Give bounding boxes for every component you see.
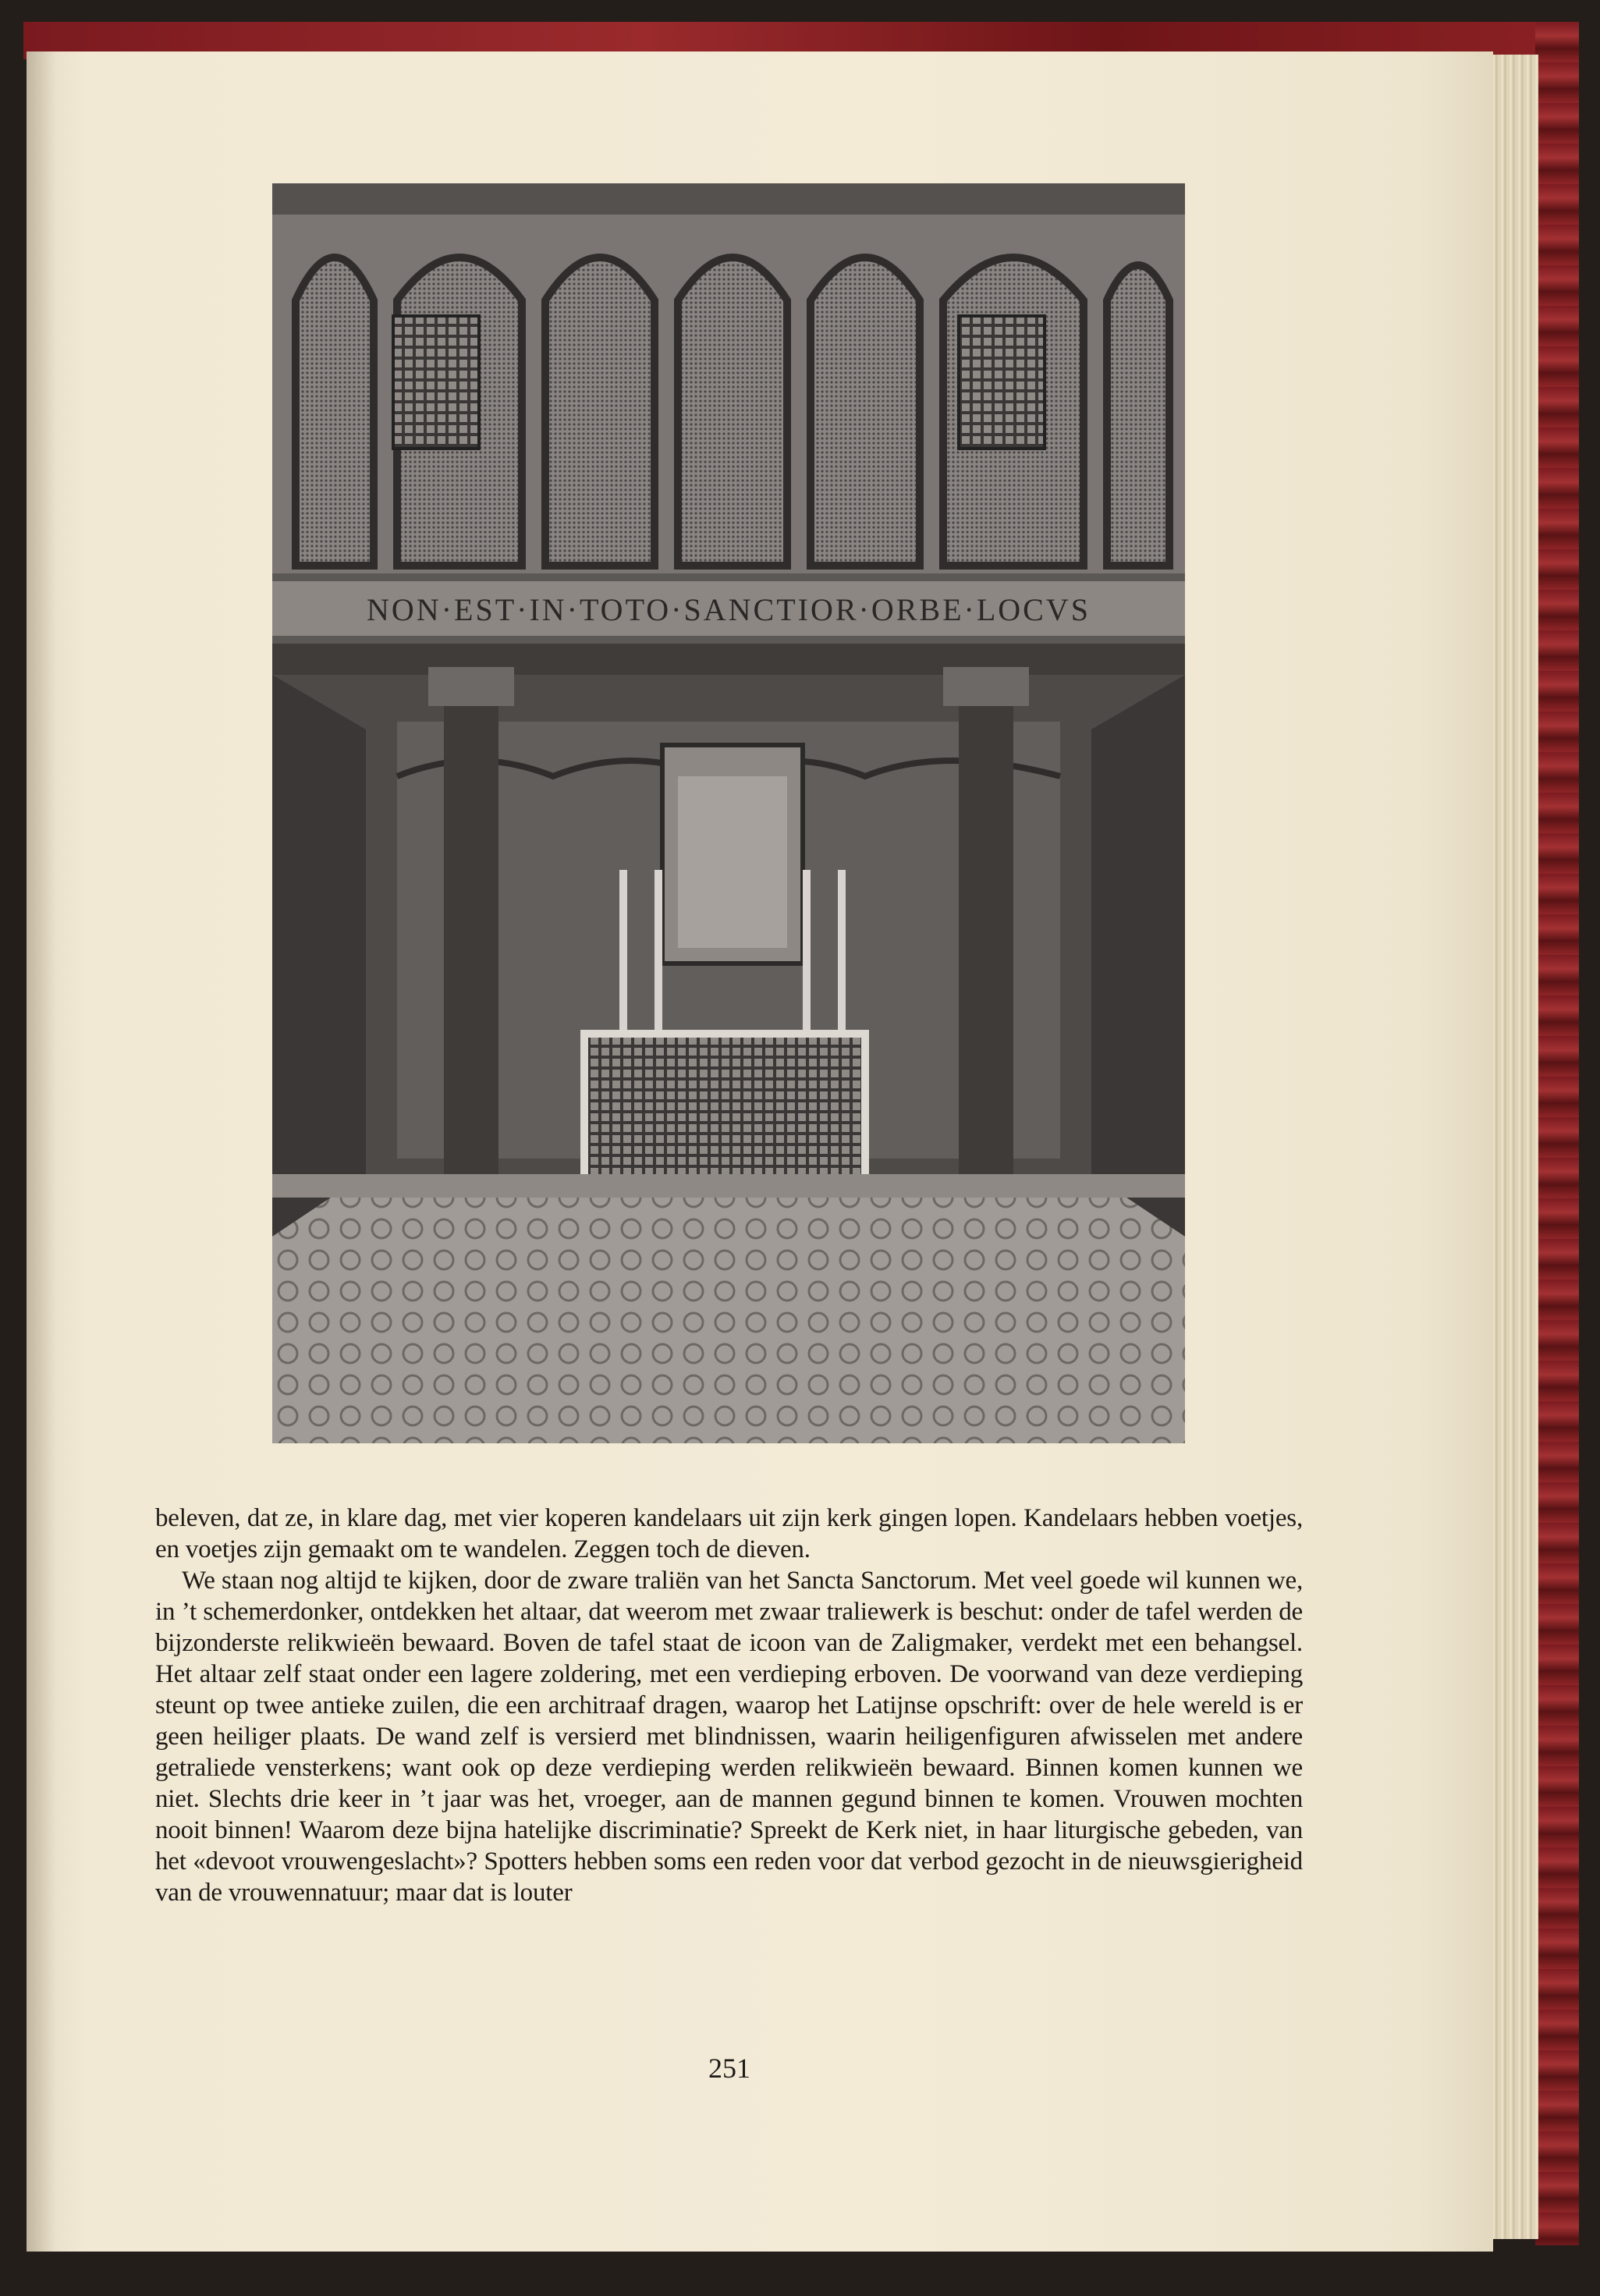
plate-inscription: NON·EST·IN·TOTO·SANCTIOR·ORBE·LOCVS	[367, 592, 1091, 627]
body-text	[155, 1503, 1303, 1908]
paragraph-continuation: beleven, dat ze, in klare dag, met vier koperen kandelaars uit zijn kerk gingen lopen. Kandelaars hebben voetjes, en voetjes zijn gemaakt om te wandelen. Zeggen toch de dieven.	[155, 1504, 1303, 1563]
photo-plate-sancta-sanctorum	[272, 183, 1185, 1443]
paragraph-sancta-sanctorum: We staan nog altijd te kijken, door de zware traliën van het Sancta Sanctorum. Met veel goede wil kunnen we, in ’t schemerdonker, ontdekken het altaar, dat weerom met zwaar traliewerk is beschut: onder de tafel werden de bijzonderste relikwieën bewaard. Boven de tafel staat de icoon van de Zaligmaker, verdekt met een behangsel. Het altaar zelf staat onder een lagere zoldering, met een verdieping erboven. De voorwand van deze verdieping steunt op twee antieke zuilen, die een architraaf dragen, waarop het Latijnse opschrift: over de hele wereld is er geen heiliger plaats. De wand zelf is versierd met blindnissen, waarin heiligenfiguren afwisselen met andere getraliede vensterkens; want ook op deze verdieping werden relikwieën bewaard. Binnen komen kunnen we niet. Slechts drie keer in ’t jaar was het, vroeger, aan de mannen gegund binnen te komen. Vrouwen mochten nooit binnen! Waarom deze bijna hatelijke discriminatie? Spreekt de Kerk niet, in haar liturgische gebeden, van het «devoot vrouwengeslacht»? Spotters hebben soms een reden voor dat verbod gezocht in de nieuwsgierigheid van de vrouwennatuur; maar dat is louter	[155, 1567, 1303, 1907]
gutter-shadow	[27, 51, 56, 2252]
book-cover-edge-right	[1535, 22, 1579, 2245]
plate-illustration	[272, 183, 1185, 1443]
page-number: 251	[708, 2053, 750, 2084]
